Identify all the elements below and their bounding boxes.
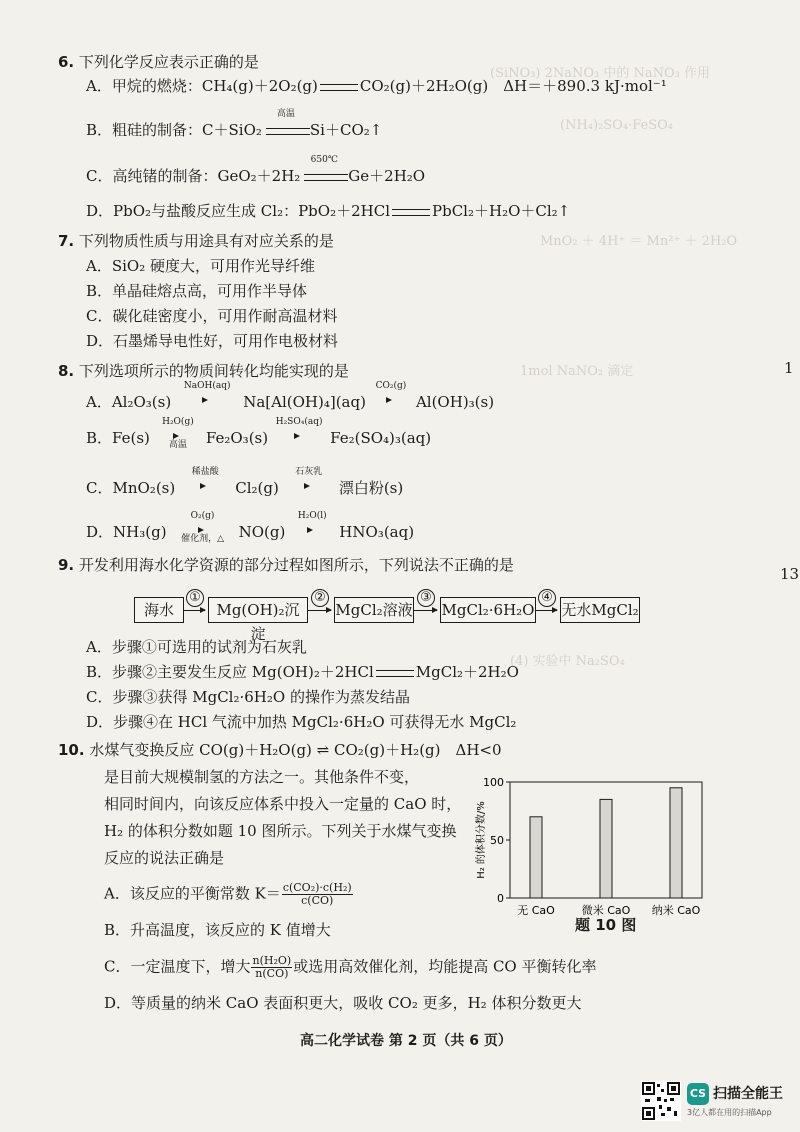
flow-arrow (183, 610, 205, 611)
q6-option-c: C．高纯锗的制备：GeO₂＋2H₂ 650℃ Ge＋2H₂O (86, 155, 426, 185)
q10-stem-line-3: 相同时间内，向该反应体系中投入一定量的 CaO 时， (104, 795, 462, 813)
bar (670, 788, 682, 898)
flow-arrow (307, 610, 331, 611)
mole-ratio-fraction: $\frac{\text{n(H₂O)}}{n(CO)}$ (252, 954, 292, 980)
y-tick-label: 50 (490, 834, 504, 847)
q9-option-b: B．步骤②主要发生反应 Mg(OH)₂＋2HCl MgCl₂＋2H₂O (86, 663, 519, 681)
flow-arrow (535, 610, 557, 611)
y-tick-label: 100 (483, 776, 504, 789)
q6-option-d: D．PbO₂与盐酸反应生成 Cl₂：PbO₂＋2HCl PbCl₂＋H₂O＋Cl₂↑ (86, 202, 571, 220)
bleed-through-text: (4) 实验中 Na₂SO₄ (510, 654, 625, 669)
question-7-stem: 7. 下列物质性质与用途具有对应关系的是 (58, 232, 334, 250)
equals-sign (320, 84, 358, 91)
q7-option-d: D．石墨烯导电性好，可用作电极材料 (86, 332, 339, 350)
flow-node-anhydrous-mgcl2: 无水MgCl₂ (560, 597, 640, 623)
bleed-through-text: (SiNO₃) 2NaNO₃ 中的 NaNO₃ 作用 (490, 66, 710, 81)
bleed-through-text: 1mol NaNO₂ 滴定 (520, 364, 634, 379)
edge-mark: 1 (784, 359, 794, 377)
step-2-label: ② (311, 589, 329, 607)
question-10-stem: 10. 水煤气变换反应 CO(g)＋H₂O(g) ⇌ CO₂(g)＋H₂(g) ΔH<0 (58, 741, 502, 759)
x-tick-label: 无 CaO (517, 904, 555, 917)
flow-node-seawater: 海水 (134, 597, 184, 623)
q10-option-c: C．一定温度下，增大 $\frac{\text{n(H₂O)}}{n(CO)}$ 或选用高效催化剂，均能提高 CO 平衡转化率 (104, 954, 597, 980)
q8-option-d: D．NH₃(g) O₂(g) 催化剂，△ NO(g) H₂O(l) HNO₃(aq) (86, 511, 415, 544)
question-6-stem: 6. 下列化学反应表示正确的是 (58, 53, 259, 71)
q8-option-a: A．Al₂O₃(s) NaOH(aq) Na[Al(OH)₄](aq) CO₂(g) Al(OH)₃(s) (86, 381, 495, 411)
qr-code-icon (641, 1081, 681, 1121)
scanner-tagline: 3亿人都在用的扫描App (687, 1108, 772, 1117)
y-tick-label: 0 (497, 892, 504, 905)
flow-node-mgoh2: Mg(OH)₂沉淀 (208, 597, 308, 623)
bleed-through-text: (NH₄)₂SO₄·FeSO₄ (560, 118, 673, 133)
x-tick-label: 微米 CaO (581, 904, 631, 917)
scanner-app-name: 扫描全能王 (713, 1086, 783, 1102)
q9-option-a: A．步骤①可选用的试剂为石灰乳 (86, 638, 307, 656)
q9-option-d: D．步骤④在 HCl 气流中加热 MgCl₂·6H₂O 可获得无水 MgCl₂ (86, 713, 517, 731)
q8-option-b: B．Fe(s) H₂O(g) 高温 Fe₂O₃(s) H₂SO₄(aq) Fe₂(SO₄)₃(aq) (86, 417, 432, 450)
flow-node-mgcl2-hydrate: MgCl₂·6H₂O (440, 597, 536, 623)
equals-sign (392, 209, 430, 216)
q9-option-c: C．步骤③获得 MgCl₂·6H₂O 的操作为蒸发结晶 (86, 688, 410, 706)
equals-sign (376, 670, 414, 677)
q10-stem-line-4: H₂ 的体积分数如题 10 图所示。下列关于水煤气变换 (104, 822, 457, 840)
x-tick-label: 纳米 CaO (651, 904, 701, 917)
q10-option-d: D．等质量的纳米 CaO 表面积更大，吸收 CO₂ 更多，H₂ 体积分数更大 (104, 994, 582, 1012)
step-1-label: ① (186, 589, 204, 607)
figure-caption: 题 10 图 (575, 916, 637, 934)
scanner-logo-icon: CS (687, 1083, 709, 1105)
y-axis-label: H₂ 的体积分数/% (476, 801, 487, 879)
q10-stem-line-5: 反应的说法正确是 (104, 849, 225, 867)
bar (600, 799, 612, 898)
flow-arrow (413, 610, 437, 611)
step-4-label: ④ (538, 589, 556, 607)
step-3-label: ③ (417, 589, 435, 607)
flow-node-mgcl2-solution: MgCl₂溶液 (334, 597, 414, 623)
q10-option-a: A．该反应的平衡常数 K＝ $\frac{\text{c(CO₂)·c(H₂)}}{c(CO)}$ (104, 881, 352, 907)
edge-mark: 13 (780, 565, 800, 583)
bar (530, 817, 542, 898)
question-8-stem: 8. 下列选项所示的物质间转化均能实现的是 (58, 362, 349, 380)
q10-option-b: B．升高温度，该反应的 K 值增大 (104, 921, 331, 939)
q7-option-b: B．单晶硅熔点高，可用作半导体 (86, 282, 308, 300)
question-9-stem: 9. 开发利用海水化学资源的部分过程如图所示，下列说法不正确的是 (58, 556, 514, 574)
equilibrium-constant-fraction: $\frac{\text{c(CO₂)·c(H₂)}}{c(CO)}$ (282, 881, 352, 907)
q7-option-c: C．碳化硅密度小，可用作耐高温材料 (86, 307, 338, 325)
q6-option-a: A．甲烷的燃烧：CH₄(g)＋2O₂(g) CO₂(g)＋2H₂O(g) ΔH＝＋890.3 kJ·mol⁻¹ (86, 77, 667, 95)
q8-option-c: C．MnO₂(s) 稀盐酸 Cl₂(g) 石灰乳 漂白粉(s) (86, 467, 404, 497)
bleed-through-text: MnO₂ ＋ 4H⁺ ＝ Mn²⁺ ＋ 2H₂O (540, 234, 738, 249)
q10-stem-line-2: 是目前大规模制氢的方法之一。其他条件不变， (104, 768, 420, 786)
scanner-watermark (641, 1081, 783, 1125)
q6-option-b: B．粗硅的制备：C＋SiO₂ 高温 Si＋CO₂↑ (86, 109, 383, 139)
q7-option-a: A．SiO₂ 硬度大，可用作光导纤维 (86, 257, 315, 275)
page-footer: 高二化学试卷 第 2 页（共 6 页） (300, 1033, 512, 1049)
